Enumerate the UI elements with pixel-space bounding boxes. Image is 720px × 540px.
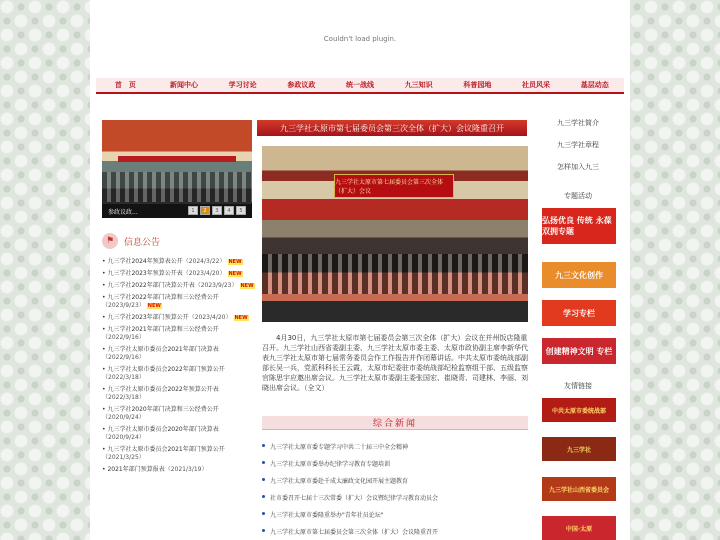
notice-list (102, 258, 257, 478)
topic-banner-2[interactable]: 九三文化创作 (542, 262, 616, 288)
notice-item[interactable] (102, 294, 257, 310)
nav-jiusan-knowledge[interactable]: 九三知识 (404, 81, 433, 89)
intro-links (538, 118, 618, 184)
news-item[interactable] (262, 493, 528, 510)
news-item-text: 社市委召开七届十三次常委（扩大）会议暨纪律学习教育动员会 (270, 495, 439, 502)
nav-members[interactable]: 社员风采 (522, 81, 551, 89)
headline-title-bar (257, 120, 527, 136)
slider-pager (188, 206, 246, 215)
nav-science[interactable]: 科普园地 (463, 81, 492, 89)
news-item-text: 九三学社太原市委专题学习中共二十届三中全会精神 (270, 444, 409, 451)
friend-link-4[interactable]: 中国·太原 (542, 516, 616, 540)
slider-page-3[interactable]: 3 (212, 206, 222, 215)
friend-link-3[interactable]: 九三学社山西省委员会 (542, 477, 616, 501)
news-list (262, 442, 528, 540)
notice-item[interactable] (102, 466, 257, 474)
slider-caption[interactable]: 参政议政... (108, 208, 138, 216)
news-item[interactable] (262, 476, 528, 493)
friends-title: 友情链接 (564, 382, 592, 390)
bullet-icon (262, 495, 265, 498)
notice-item-date: （2022/9/16） (102, 334, 145, 341)
notice-item-date: （2023/4/20） (182, 270, 226, 277)
link-charter[interactable]: 九三学社章程 (557, 141, 599, 149)
notice-item[interactable] (102, 346, 257, 362)
notice-item-label: 九三学社太原市委员会2022年部门预算公开 (107, 366, 225, 373)
friend-link-2[interactable]: 九三学社 (542, 437, 616, 461)
slider-stage-image (118, 156, 236, 162)
photo-audience (262, 254, 528, 294)
nav-united-front[interactable]: 统一战线 (346, 81, 375, 89)
notice-item-text: • (102, 282, 108, 289)
notice-item-label: 2021年部门预算报表 (107, 466, 165, 473)
friend-link-1[interactable]: 中共太原市委统战部 (542, 398, 616, 422)
notice-item-date: （2021/3/25） (102, 454, 145, 461)
topic-banner-4[interactable]: 创建精神文明 专栏 (542, 338, 616, 364)
slider-page-4[interactable]: 4 (224, 206, 234, 215)
news-item[interactable] (262, 442, 528, 459)
new-badge: NEW (228, 259, 242, 265)
notice-header (102, 232, 252, 250)
bullet-icon (262, 529, 265, 532)
nav-study[interactable]: 学习讨论 (228, 81, 257, 89)
news-item[interactable] (262, 459, 528, 476)
new-badge: NEW (240, 283, 254, 289)
notice-item-text: • (102, 406, 108, 413)
slider-audience-image (102, 172, 252, 202)
notice-item-date: （2020/9/24） (102, 414, 145, 421)
notice-item-text: • (102, 346, 108, 353)
bullet-icon (262, 512, 265, 515)
photo-banner (334, 174, 454, 198)
notice-item-date: （2022/3/18） (102, 394, 145, 401)
notice-item-date: （2021/3/19） (164, 466, 208, 473)
news-item[interactable] (262, 510, 528, 527)
notice-item[interactable] (102, 386, 257, 402)
notice-item-date: （2023/4/20） (188, 314, 232, 321)
news-header (262, 416, 528, 430)
notice-item-date: （2023/9/23） (194, 282, 238, 289)
link-join[interactable]: 怎样加入九三 (557, 163, 599, 171)
notice-item-date: （2023/9/23） (102, 302, 145, 309)
image-slider[interactable] (102, 120, 252, 218)
bell-icon: ⚑ (102, 233, 118, 249)
notice-item[interactable] (102, 270, 257, 278)
slider-page-1[interactable]: 1 (188, 206, 198, 215)
news-item-text: 九三学社太原市委赴千成太廉政文化园开展主题教育 (270, 478, 409, 485)
news-item[interactable] (262, 527, 528, 540)
topics-title: 专题活动 (564, 192, 592, 200)
headline-title[interactable]: 九三学社太原市第七届委员会第三次全体（扩大）会议隆重召开 (280, 123, 504, 133)
new-badge: NEW (228, 271, 242, 277)
nav-home[interactable]: 首 页 (114, 81, 136, 89)
notice-item-text: • (102, 446, 108, 453)
headline-summary: 4月30日，九三学社太原市第七届委员会第三次全体（扩大）会议在并州饭店隆重召开。九三学社山西省委副主委、九三学社太原市委主委、太原市政协副主席李新华代表九三学社太原市第七届常务委员会作工作报告并作闭幕讲话。中共太原市委统战部副部长吴一兵，党派科科长王云霞，太原市纪委驻市委统战部纪检监察组干部、五级监察官陈思宇应邀出席会议。九三学社太原市委副主委张国宏、崔晓青、司建林、李丽、刘晓出席会议。（全文） (262, 334, 528, 392)
notice-item[interactable] (102, 426, 257, 442)
notice-item[interactable] (102, 406, 257, 422)
notice-item-date: （2024/3/22） (182, 258, 226, 265)
plugin-placeholder (90, 0, 630, 78)
new-badge: NEW (234, 315, 248, 321)
plugin-error-text: Couldn't load plugin. (323, 35, 397, 43)
notice-item[interactable] (102, 282, 257, 290)
notice-item-date: （2022/3/18） (102, 374, 145, 381)
new-badge: NEW (147, 303, 161, 309)
notice-item-label: 九三学社2023年部门预算公开 (107, 314, 189, 321)
topic-banner-3[interactable]: 学习专栏 (542, 300, 616, 326)
notice-item[interactable] (102, 314, 257, 322)
notice-item-label: 九三学社2023年预算公开表 (107, 270, 183, 277)
notice-item-date: （2020/9/24） (102, 434, 145, 441)
notice-item-label: 九三学社2020年部门决算和三公经费公开 (107, 406, 219, 413)
notice-item-label: 九三学社2022年部门决算公开表 (107, 282, 195, 289)
notice-item-date: （2022/9/16） (102, 354, 145, 361)
news-item-text: 九三学社太原市委举办纪律学习教育专题培训 (270, 461, 391, 468)
notice-item-label: 九三学社太原市委员会2022年预算公开表 (107, 386, 219, 393)
notice-item-text: • (102, 466, 108, 473)
notice-item[interactable] (102, 446, 257, 462)
link-intro[interactable]: 九三学社简介 (557, 119, 599, 127)
notice-title: 信息公告 (124, 237, 161, 248)
slider-page-2[interactable]: 2 (200, 206, 210, 215)
notice-item-text: • (102, 314, 108, 321)
notice-item-text: • (102, 258, 108, 265)
notice-item-text: • (102, 386, 108, 393)
news-item-text: 九三学社太原市委隆重举办"青年社员论坛" (270, 512, 384, 519)
bullet-icon (262, 461, 265, 464)
notice-item-label: 九三学社2024年预算表公开 (107, 258, 183, 265)
notice-item-text: • (102, 366, 108, 373)
notice-item-label: 九三学社太原市委员会2021年部门决算表 (107, 346, 219, 353)
photo-banner-text: 九三学社太原市第七届委员会第三次全体（扩大）会议 (335, 179, 444, 195)
main-nav (96, 78, 624, 94)
news-item-text: 九三学社太原市第七届委员会第三次全体（扩大）会议隆重召开 (270, 529, 439, 536)
nav-politics[interactable]: 参政议政 (287, 81, 316, 89)
notice-item-text: • (102, 426, 108, 433)
notice-item-label: 九三学社太原市委员会2020年部门决算表 (107, 426, 219, 433)
nav-grassroots[interactable]: 基层动态 (580, 81, 609, 89)
page-container (90, 0, 630, 540)
notice-item-label: 九三学社2022年部门决算和三公经费公开 (107, 294, 219, 301)
notice-item[interactable] (102, 258, 257, 266)
headline-photo[interactable] (262, 146, 528, 322)
nav-news-center[interactable]: 新闻中心 (170, 81, 198, 89)
slider-page-5[interactable]: 5 (236, 206, 246, 215)
notice-item-label: 九三学社2021年部门决算和三公经费公开 (107, 326, 219, 333)
news-title: 综合新闻 (372, 419, 417, 429)
bullet-icon (262, 444, 265, 447)
notice-item-text: • (102, 270, 108, 277)
notice-item-text: • (102, 294, 108, 301)
notice-item[interactable] (102, 366, 257, 382)
notice-item-text: • (102, 326, 108, 333)
notice-item[interactable] (102, 326, 257, 342)
bullet-icon (262, 478, 265, 481)
notice-item-label: 九三学社太原市委员会2021年部门预算公开 (107, 446, 225, 453)
topic-banner-1[interactable]: 弘扬优良 传统 永葆 双拥专题 (542, 208, 616, 244)
